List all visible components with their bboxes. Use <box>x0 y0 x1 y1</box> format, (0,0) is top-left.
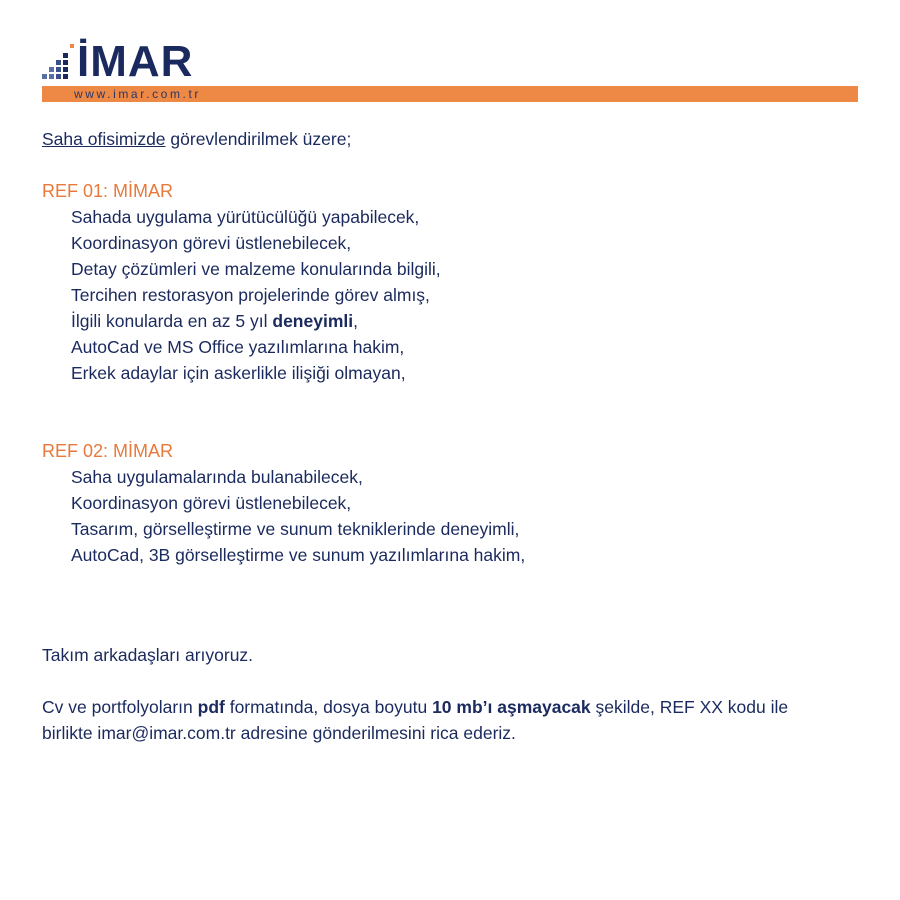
list-item: Koordinasyon görevi üstlenebilecek, <box>71 493 352 513</box>
intro-rest: görevlendirilmek üzere; <box>165 129 352 149</box>
list-item: Erkek adaylar için askerlikle ilişiği olmayan, <box>71 363 406 383</box>
logo-text: İMAR <box>77 37 194 86</box>
list-item: Detay çözümleri ve malzeme konularında bilgili, <box>71 259 441 279</box>
website-url[interactable]: www.imar.com.tr <box>74 87 202 101</box>
list-item: Tasarım, görselleştirme ve sunum tekniklerinde deneyimli, <box>71 519 520 539</box>
intro-underlined: Saha ofisimizde <box>42 129 166 149</box>
ref1-list <box>42 204 862 386</box>
ref1-title: REF 01: MİMAR <box>42 181 174 201</box>
list-item-tail: , <box>353 311 358 331</box>
list-item: Sahada uygulama yürütücülüğü yapabilecek, <box>71 207 420 227</box>
list-item: AutoCad ve MS Office yazılımlarına hakim, <box>71 337 405 357</box>
list-item-text: İlgili konularda en az 5 yıl <box>71 311 273 331</box>
job-posting <box>42 126 862 746</box>
closing-text-1: Cv ve portfolyoların <box>42 697 198 717</box>
intro-line <box>42 126 862 152</box>
list-item: Saha uygulamalarında bulanabilecek, <box>71 467 363 487</box>
list-item: AutoCad, 3B görselleştirme ve sunum yazılımlarına hakim, <box>71 545 526 565</box>
header <box>0 0 900 110</box>
ref2-title: REF 02: MİMAR <box>42 441 174 461</box>
closing-bold-size: 10 mb’ı aşmayacak <box>432 697 591 717</box>
closing-paragraph <box>42 694 862 746</box>
logo-bars-icon <box>42 44 74 82</box>
team-line: Takım arkadaşları arıyoruz. <box>42 645 254 665</box>
closing-text-3: şekilde, REF XX kodu ile <box>590 697 789 717</box>
list-item: Tercihen restorasyon projelerinde görev almış, <box>71 285 430 305</box>
closing-bold-pdf: pdf <box>197 697 225 717</box>
list-item <box>71 308 862 334</box>
list-item: Koordinasyon görevi üstlenebilecek, <box>71 233 352 253</box>
closing-text-2: formatında, dosya boyutu <box>224 697 433 717</box>
ref2-list <box>42 464 862 568</box>
list-item-bold: deneyimli <box>272 311 354 331</box>
closing-text-4: birlikte imar@imar.com.tr adresine gönderilmesini rica ederiz. <box>42 723 516 743</box>
